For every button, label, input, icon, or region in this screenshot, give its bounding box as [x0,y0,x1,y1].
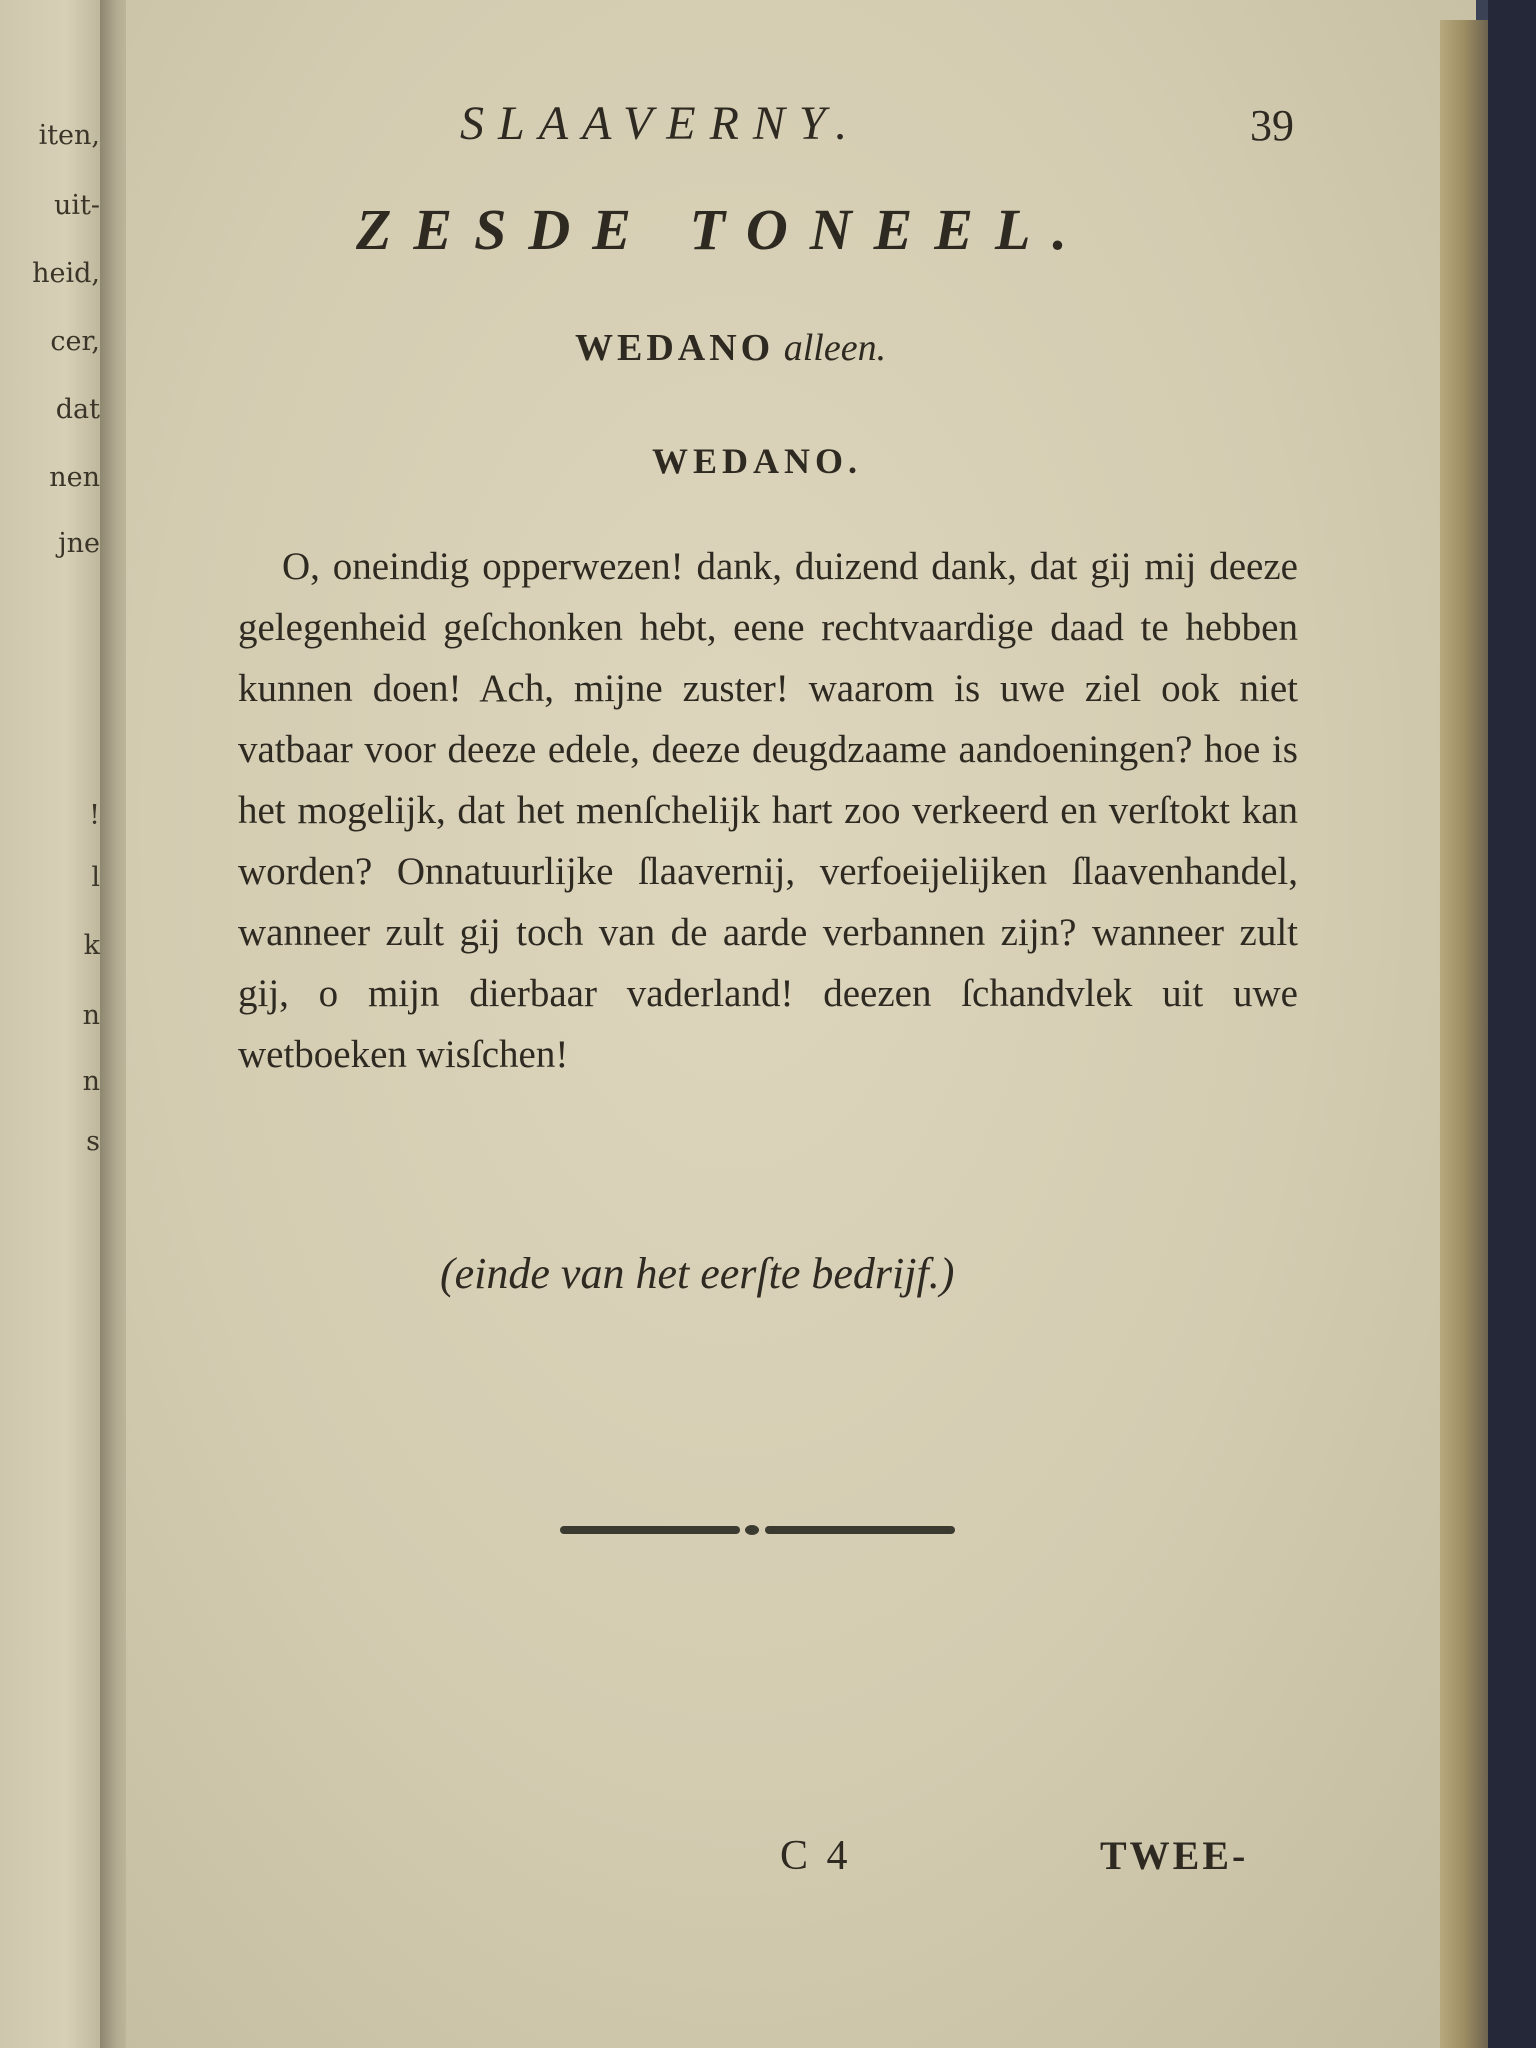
page-edge [1440,20,1488,2048]
act-end-note: (einde van het eerſte bedrijf.) [440,1249,955,1298]
left-page-fragment: s [86,1126,100,1157]
left-page-fragment: ! [89,800,100,831]
scene-title: ZESDE TONEEL. [356,197,1089,262]
background-cover [1488,0,1536,2048]
left-page-fragment: jne [58,528,100,559]
catchword: TWEE- [1100,1833,1249,1878]
left-page-fragment: cer, [50,326,100,357]
left-page-fragment: uit- [54,190,100,221]
speaker-name: WEDANO. [652,441,863,481]
left-page-fragment: n [82,1066,100,1097]
page-number: 39 [1250,101,1294,150]
signature-mark: C 4 [780,1833,852,1879]
ornament-bar-left [560,1526,740,1534]
left-page-fragment: heid, [32,258,100,289]
monologue-paragraph: O, oneindig opperwezen! dank, duizend dank, dat gij mij deeze gelegenheid geſchonken hebt, eene rechtvaardige daad te hebben kunnen doen! Ach, mijne zuster! waarom is uwe ziel ook niet vatbaar voor deeze edele, deeze deugdzaame aandoeningen? hoe is het mogelijk, dat het menſchelijk hart zoo verkeerd en verſtokt kan worden? Onnatuurlijke ſlaavernij, verfoeijelijken ſlaavenhandel, wanneer zult gij toch van de aarde verbannen zijn? wanneer zult gij, o mijn dierbaar vaderland! deezen ſchandvlek uit uwe wetboeken wisſchen! [238,545,1298,1076]
left-page-fragment: dat [55,394,100,425]
running-title: SLAAVERNY. [460,97,862,150]
ornament-bar-right [765,1526,955,1534]
ornamental-rule [560,1522,960,1536]
ornament-dot [745,1525,759,1535]
left-facing-page [0,0,110,2048]
stage-direction-note: alleen. [783,327,887,369]
left-page-fragment: l [91,862,100,893]
stage-direction-character: WEDANO [575,327,775,369]
left-page-fragment: n [82,1000,100,1031]
left-page-fragment: iten, [38,120,100,151]
left-page-fragment: nen [49,462,100,493]
left-page-fragment: k [83,930,100,961]
stage-direction [575,326,886,370]
